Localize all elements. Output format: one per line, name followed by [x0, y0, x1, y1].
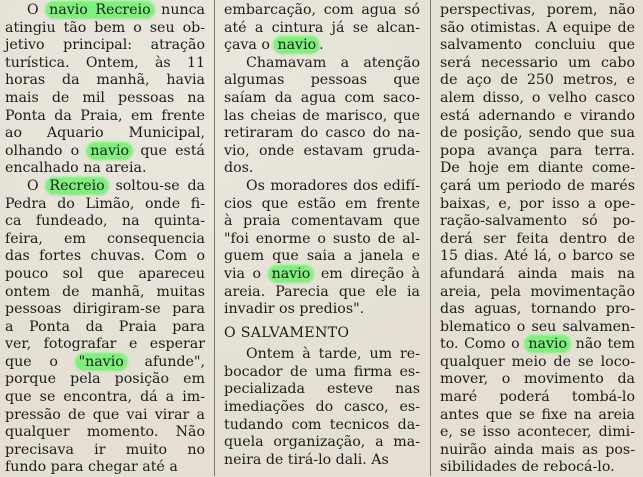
text-line-content: e, se isso acontecer, dimi-: [440, 424, 635, 441]
text-line: [224, 301, 420, 319]
text-line: [5, 389, 205, 407]
column-2-text-bottom: [224, 346, 420, 469]
text-line: [440, 248, 635, 266]
text-line-content: ao Aquario Municipal,: [5, 125, 205, 142]
text-line: [224, 178, 420, 196]
text-line-content: ca fundeado, na quinta-: [5, 213, 205, 230]
text-line-content: olhando o navio que está: [5, 142, 205, 159]
text-line-content: alem disso, o velho casco: [440, 89, 635, 106]
text-line-content: jetivo principal: atração: [5, 37, 205, 54]
text-line: [440, 72, 635, 90]
text-line-content: çava o navio .: [224, 37, 324, 54]
text-line: [440, 319, 635, 337]
text-line: [440, 354, 635, 372]
text-line: [224, 266, 420, 284]
text-line-content: pouco sol que apareceu: [5, 265, 205, 282]
text-line-content: de posição, sendo que sua: [440, 125, 635, 142]
text-line: [224, 231, 420, 249]
text-line-content: pecializada esteve nas: [224, 381, 420, 398]
text-line: [440, 371, 635, 389]
text-line: [440, 301, 635, 319]
text-line-content: mais de mil pessoas na: [5, 89, 205, 106]
text-line: [5, 284, 205, 302]
text-line: [440, 442, 635, 460]
text-line: [5, 125, 205, 143]
text-line: [5, 72, 205, 90]
text-line-content: está adernando e virando: [440, 107, 635, 124]
text-line-content: çará um periodo de marés: [440, 177, 635, 194]
text-line: [224, 364, 420, 382]
text-line: [5, 248, 205, 266]
text-line: [224, 143, 420, 161]
text-line-content: Ontem à tarde, um re-: [246, 346, 420, 363]
text-line: [5, 178, 205, 196]
text-line: [440, 143, 635, 161]
text-line-content: O navio Recreio nunca: [27, 2, 205, 18]
text-line: [5, 266, 205, 284]
text-line: [5, 160, 205, 178]
text-line-content: pressão de que vai virar a: [5, 406, 205, 423]
text-line: [5, 442, 205, 460]
text-line-content: Os moradores dos edifí-: [246, 177, 420, 194]
text-line-content: turística. Ontem, às 11: [5, 54, 205, 71]
text-line-content: "foi enorme o susto de al-: [224, 230, 420, 247]
text-line-content: Ponta da Praia, em frente: [5, 107, 205, 124]
text-line: [440, 178, 635, 196]
text-line-content: maré poderá tombá-lo: [440, 389, 635, 406]
text-line-content: ontem de manhã, muitas: [5, 283, 205, 300]
text-line: [224, 248, 420, 266]
text-line-content: antes que se fixe na areia: [440, 406, 635, 423]
text-line-content: 15 dias. Até lá, o barco se: [440, 248, 635, 265]
text-line: [224, 20, 420, 38]
text-line-content: las cheias de marisco, que: [224, 107, 420, 124]
text-line-content: nuirão ainda mais as pos-: [440, 441, 635, 458]
text-line: [5, 319, 205, 337]
text-line-content: será necessario um cabo: [440, 54, 635, 71]
text-line-content: que o "navio afunde",: [5, 353, 205, 370]
text-line: [440, 424, 635, 442]
text-line: [440, 266, 635, 284]
text-line-content: popa avança para terra.: [440, 142, 635, 159]
text-line: [224, 37, 420, 55]
text-line-content: pessoas dirigiram-se para: [5, 301, 205, 318]
highlighted-keyword: navio Recreio: [46, 2, 154, 18]
text-line-content: saíam da agua com saco-: [224, 89, 420, 106]
article-column-1: [5, 2, 205, 476]
text-line: [224, 90, 420, 108]
text-line: [440, 125, 635, 143]
text-line-content: baixas, e, por isso a ope-: [440, 195, 635, 212]
text-line: [440, 459, 635, 477]
text-line: [224, 108, 420, 126]
text-line-content: neira de tirá-lo dali. As: [224, 451, 389, 468]
text-line-content: quela organização, a ma-: [224, 434, 420, 451]
text-line: [5, 108, 205, 126]
text-line-content: dos.: [224, 160, 254, 177]
text-line: [5, 336, 205, 354]
text-line-content: O Recreio soltou-se da: [27, 177, 205, 194]
text-line-content: que se encontra, dá a im-: [5, 389, 205, 406]
text-line-content: perspectivas, porem, não: [440, 2, 635, 18]
text-line-content: imediações do casco, es-: [224, 399, 420, 416]
text-line-content: afundará ainda mais na: [440, 265, 635, 282]
text-line-content: Pedra do Limão, onde fi-: [5, 195, 205, 212]
text-line-content: qualquer momento. Não: [5, 424, 205, 441]
text-line: [5, 459, 205, 477]
highlighted-keyword: Recreio: [46, 178, 107, 194]
text-line-content: horas da manhã, havia: [5, 72, 205, 89]
highlighted-keyword: navio: [269, 266, 314, 282]
article-column-2: [224, 2, 420, 476]
text-line-content: Chamavam a atenção: [246, 54, 420, 71]
text-line-content: fundo para chegar até a: [5, 459, 178, 476]
column-divider: [214, 0, 215, 476]
text-line-content: precisava ir muito no: [5, 441, 205, 458]
text-line: [5, 20, 205, 38]
text-line: [5, 55, 205, 73]
text-line-content: De hoje em diante come-: [440, 160, 635, 177]
text-line: [440, 90, 635, 108]
text-line-content: das fortes chuvas. Com o: [5, 248, 205, 265]
text-line-content: algumas pessoas que: [224, 72, 420, 89]
text-line-content: à praia comentavam que: [224, 213, 420, 230]
highlighted-keyword: "navio: [76, 354, 127, 370]
text-line-content: ver, fotografar e esperar: [5, 336, 205, 353]
text-line-content: qualquer meio de se loco-: [440, 353, 635, 370]
text-line: [5, 196, 205, 214]
text-line: [224, 399, 420, 417]
text-line: [5, 213, 205, 231]
text-line-content: blematico o seu salvamen-: [440, 318, 635, 335]
text-line: [440, 336, 635, 354]
text-line: [224, 346, 420, 364]
text-line: [224, 160, 420, 178]
text-line-content: bocador de uma firma es-: [224, 363, 420, 380]
text-line: [224, 196, 420, 214]
text-line: [5, 143, 205, 161]
text-line: [440, 231, 635, 249]
text-line-content: até a cintura já se alcan-: [224, 19, 420, 36]
text-line: [5, 231, 205, 249]
text-line: [224, 2, 420, 20]
text-line-content: feira, em consequencia: [5, 230, 205, 247]
text-line-content: são otimistas. A equipe de: [440, 19, 635, 36]
text-line-content: mover, o movimento da: [440, 371, 635, 388]
text-line: [440, 160, 635, 178]
text-line: [440, 20, 635, 38]
text-line: [224, 125, 420, 143]
text-line: [224, 434, 420, 452]
text-line: [5, 2, 205, 20]
text-line: [440, 196, 635, 214]
text-line-content: sibilidades de rebocá-lo.: [440, 459, 615, 476]
text-line: [5, 37, 205, 55]
text-line-content: das aguas, tornando pro-: [440, 301, 635, 318]
text-line: [440, 284, 635, 302]
text-line: [440, 2, 635, 20]
text-line-content: to. Como o navio não tem: [440, 336, 635, 353]
text-line-content: salvamento concluiu que: [440, 37, 635, 54]
text-line-content: derá ser feita dentro de: [440, 230, 635, 247]
text-line-content: de aço de 250 metros, e: [440, 72, 635, 89]
text-line-content: tudando com tecnicos da-: [224, 416, 420, 433]
text-line-content: atingiu tão bem o seu ob-: [5, 19, 205, 36]
column-2-text-top: [224, 2, 420, 319]
text-line-content: via o navio em direção à: [224, 265, 420, 282]
article-column-3: [440, 2, 635, 476]
text-line: [5, 354, 205, 372]
highlighted-keyword: navio: [87, 143, 132, 159]
text-line-content: guem que saia a janela e: [224, 248, 420, 265]
text-line: [224, 452, 420, 470]
text-line-content: cios que estão em frente: [224, 195, 420, 212]
text-line-content: retiraram do casco do na-: [224, 125, 420, 142]
text-line: [5, 301, 205, 319]
text-line-content: encalhado na areia.: [5, 160, 147, 177]
text-line-content: invadir os predios".: [224, 301, 365, 318]
text-line: [5, 407, 205, 425]
text-line: [440, 55, 635, 73]
text-line: [440, 37, 635, 55]
text-line: [224, 381, 420, 399]
text-line: [224, 72, 420, 90]
section-heading: O SALVAMENTO: [224, 324, 350, 341]
text-line-content: areia. Parecia que ele ia: [224, 283, 420, 300]
text-line-content: a Ponta da Praia para: [5, 318, 205, 335]
text-line-content: ração-salvamento só po-: [440, 213, 635, 230]
text-line: [224, 213, 420, 231]
text-line: [5, 424, 205, 442]
column-divider: [430, 0, 431, 476]
text-line: [5, 90, 205, 108]
text-line: [440, 213, 635, 231]
text-line: [224, 417, 420, 435]
text-line: [5, 371, 205, 389]
text-line-content: porque pela posição em: [5, 371, 205, 388]
highlighted-keyword: navio: [274, 37, 319, 53]
text-line: [440, 407, 635, 425]
text-line-content: areia, pela movimentação: [440, 283, 635, 300]
text-line-content: embarcação, com agua só: [224, 2, 420, 18]
text-line: [224, 55, 420, 73]
highlighted-keyword: navio: [525, 336, 570, 352]
text-line-content: vio, onde estavam gruda-: [224, 142, 420, 159]
text-line: [440, 389, 635, 407]
text-line: [440, 108, 635, 126]
text-line: [224, 284, 420, 302]
